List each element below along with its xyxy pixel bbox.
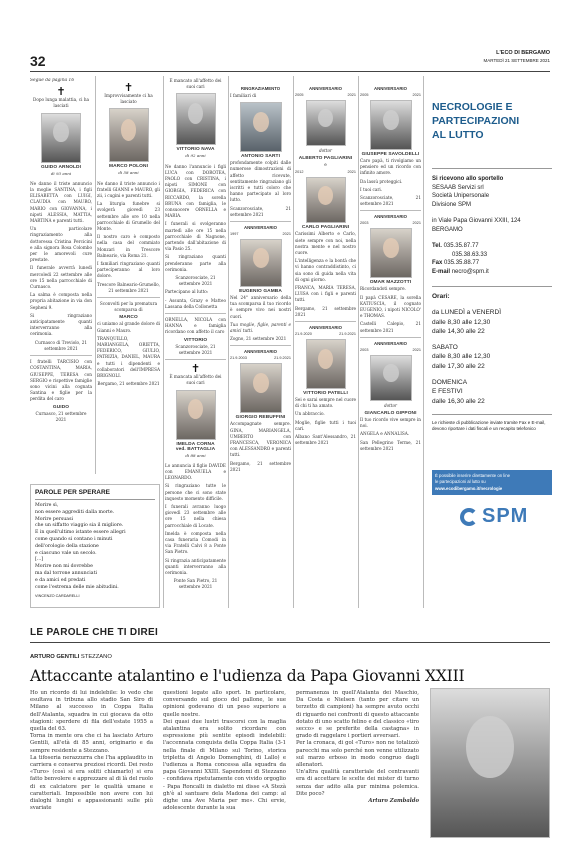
deceased-age: di 88 anni xyxy=(185,452,206,458)
obituary-text: I familiari ringraziano quanti parteciperanno al loro dolore. xyxy=(97,261,160,279)
portrait-photo xyxy=(306,100,346,146)
obituary-text: Accompagnate sempre. GINA, MARIANGELA, UMBERTO con FRANCESCA, VERONICA con ALESSANDRO e parenti tutti. xyxy=(230,421,291,458)
poem-line: come l'estrema delle mie abitudini. xyxy=(35,584,119,590)
obituary-text: - Assunta, Grazy e Matteo Lassana della Collonetta xyxy=(165,297,226,309)
publication-name: L'ECO DI BERGAMO xyxy=(496,50,550,56)
author-place: STEZZANO xyxy=(80,654,112,660)
obituary-intro: Improvvisamente ci ha lasciato xyxy=(104,93,153,105)
year-start: 2003 xyxy=(360,347,369,352)
years-row xyxy=(360,348,421,352)
portrait-photo xyxy=(370,100,412,150)
deceased-name: VITTORIO xyxy=(183,337,208,343)
article-col-2 xyxy=(163,690,286,842)
necrologie-title-3: AL LUTTO xyxy=(432,129,484,141)
deceased-name: GUIDO ARNOLDI xyxy=(40,164,82,170)
poem-line: Morire non mi dovrebbe xyxy=(35,564,93,570)
article-paragraph: Torna in mente ora che ci ha lasciato Arturo Gentili, all'età di 85 anni, originario e da sempre residente a Stezzano. xyxy=(30,733,153,754)
poem-line: Morire sì, xyxy=(35,503,59,508)
deceased-name: EUGENIO GAMBA xyxy=(239,289,282,295)
years-row xyxy=(230,356,291,360)
email-row xyxy=(432,268,552,277)
company-line: Divisione SPM xyxy=(432,201,472,208)
obituary-text: La liturgia funebre si svolgerà giovedì 23 settembre alle ore 10 nella parrocchiale di Grumello del Monte. xyxy=(97,201,160,232)
deceased-name: GIUSEPPE SAVOLDELLI xyxy=(361,152,420,157)
year-start: 1997 xyxy=(230,232,239,237)
page-number: 32 xyxy=(30,53,46,69)
obituary-text: I funerali avranno luogo giovedì 23 settembre alle ore 15 nella chiesa parrocchiale di Locate. xyxy=(165,503,226,528)
anniversari-pagliarini-patelli xyxy=(295,86,356,608)
author-name: ARTURO GENTILI xyxy=(30,654,80,660)
column-divider xyxy=(423,76,424,608)
poem-line: non essere aggrediti dalla morte. xyxy=(35,509,115,515)
deceased-age: di 58 anni xyxy=(118,170,139,176)
obituary-text: Si ringraziano tutte le persone che ci sono state inquesto momento difficile. xyxy=(165,483,226,501)
online-text: le partecipazioni al lutto su xyxy=(435,479,486,485)
year-end: 2021 xyxy=(412,347,421,352)
poem-author: VINCENZO CARDARELLI xyxy=(35,594,80,599)
obituary-intro: Dopo lunga malattia, ci ha lasciati xyxy=(32,97,90,109)
section-head: ANNIVERSARIO xyxy=(374,214,407,220)
hours-line: dalle 16,30 alle 22 xyxy=(432,397,485,405)
publication-date: MARTEDÌ 21 SETTEMBRE 2021 xyxy=(483,58,550,63)
portrait-photo xyxy=(176,390,216,440)
article-paragraph: Dei quasi due lustri trascorsi con la maglia atalantina era solito ricordare con espressione più sentite episodi indelebili: l'accennata conquista della Coppa Italia (3-1 nella finale di Milano sul Torino, storica tripletta di Angelo Domenghini, di Lallo) e l'udienza a Roma concessa alla squadra da papa Giovanni XXIII. Sapendomi di Stezzano - confidava ripetutamente con vivido orgoglio - Papa Roncalli in dialetto mi disse «A Stezà gh'è al santuare dela Madona dei camp: al dighe una Ave Maria per me». Chi ervie, adolescente durante la sua xyxy=(163,718,286,812)
obituary-arnoldi xyxy=(30,78,92,474)
obituary-text: Caro papà, ti rivolgiamo un pensiero ed un ricordo con infinito amore. xyxy=(360,158,421,176)
address-city: BERGAMO xyxy=(432,226,463,233)
obituary-text: Ne danno il triste annuncio i fratelli GIANNI e MAURO, gli zii, i cugini e parenti tutti. xyxy=(97,180,160,199)
obituary-nava-corna xyxy=(165,78,226,608)
deceased-name: ANTONIO SARTI xyxy=(240,154,281,160)
deceased-age: di 93 anni xyxy=(50,170,72,176)
portrait-photo xyxy=(240,239,282,287)
poem-line: e ciascuno vale un secolo. xyxy=(35,550,97,556)
article-paragraph: Un'altra qualità caratteriale del centravanti era di accettare le scelte dei mister di turno senza dar adito alla pur minima polemica. Dite poco? xyxy=(296,769,419,797)
necrologie-panel xyxy=(432,100,552,528)
obituary-text: La salma è composta nella propria abitazione in via don Sepheni 9. xyxy=(30,292,92,310)
divider xyxy=(165,313,226,314)
year-end: 2021 xyxy=(347,170,356,175)
deceased-name: CARLO PAGLIARINI xyxy=(301,225,350,231)
portrait-photo xyxy=(176,93,216,145)
phone-number[interactable]: 035.35.87.77 xyxy=(443,243,479,249)
obituary-text: Il papà CESARE, la sorella KATIUSCIA, il cognato EUGENIO, i nipoti NICOLO' e THOMAS. xyxy=(360,294,421,319)
year-end: 21.9.2021 xyxy=(274,356,291,361)
hours-line: E FESTIVI xyxy=(432,388,463,396)
hours-line: dalle 8,30 alle 12,30 xyxy=(432,318,491,326)
obituary-text: Si ringrazia anticipatamente quanti interverranno alla cerimonia. xyxy=(165,557,226,575)
poem-line: dell'orologio della stazione xyxy=(35,543,99,549)
tel-label: Tel. xyxy=(432,243,442,249)
obituary-intro: È mancata all'affetto dei suoi cari xyxy=(169,374,222,386)
online-url[interactable]: www.ecodibergamo.it/necrologie xyxy=(435,485,503,491)
poem-box xyxy=(30,484,160,608)
article-headline: Attaccante atalantino e l'udienza da Papa Giovanni XXIII xyxy=(30,667,465,685)
deceased-age: di 92 anni xyxy=(185,153,206,159)
divider xyxy=(432,168,552,169)
divider xyxy=(295,321,356,322)
year-end: 2021 xyxy=(412,221,421,226)
obituary-text: Il tuo ricordo vive sempre in noi. xyxy=(360,417,421,429)
section-head: ANNIVERSARIO xyxy=(374,340,407,346)
divider xyxy=(230,345,291,346)
article-paragraph: Per la cronaca, di gol «Turo» non ne totalizzò parecchi ma solo perché non venne utilizzato sul marzo erboso in modo congruo dagli allenatori. xyxy=(296,740,419,769)
cross-icon: ✝ xyxy=(123,82,134,94)
obituary-text: I funerali si svolgeranno martedì alle ore 15 nella parrocchiale di Nagnone, partendo dall'abitazione di via Pasio 25. xyxy=(165,221,226,252)
section-head: ANNIVERSARIO xyxy=(374,86,407,91)
obituary-place: Bergamo, 21 settembre 2021 xyxy=(295,305,356,317)
year-start: 2005 xyxy=(295,93,304,97)
obituary-text: Sei e sarai sempre nel cuore di chi ti ha amato. xyxy=(295,397,356,409)
obituary-text: Da lassù proteggici. xyxy=(360,178,403,184)
obituary-text: Tua moglie, figlie, parenti e amici tutti. xyxy=(230,321,291,334)
year-end: 2021 xyxy=(412,93,421,97)
anniversari-savoldelli-mazzotti-gipponi xyxy=(360,86,421,608)
obituary-text: Ricordandoti sempre. xyxy=(360,286,406,292)
portrait-photo xyxy=(306,339,346,389)
obituary-poloni xyxy=(97,82,160,474)
divider xyxy=(165,359,226,360)
year-end: 2021 xyxy=(347,93,356,97)
company-line: Società Unipersonale xyxy=(432,193,490,199)
email-label: E-mail xyxy=(432,268,451,275)
obituary-text: Si ringraziano quanti prenderanno parte alla cerimonia. xyxy=(165,254,226,272)
fiscal-note: Le richieste di pubblicazione inviate tramite Fax e E-mail, devono riportare i dati fiscali e un recapito telefonico xyxy=(432,419,546,432)
column-divider xyxy=(163,76,164,608)
portrait-photo xyxy=(240,102,282,152)
article-paragraph: La tifoseria nerazzurra che l'ha applaudito in carriera e conserva preziosi ricordi. Dei resto «Turo» (così si era soliti chiamarlo) si era fatto benvolere e apprezzare al di là del ruolo di ex calciatore per le qualità umane e caratteriali. Impossibile non avere con lui dialoghi lunghi e appassionanti sulle più svariate xyxy=(30,754,153,812)
column-divider xyxy=(228,76,229,608)
article-photo xyxy=(430,688,550,838)
obituary-text: Partecipano al lutto: xyxy=(165,289,209,295)
obituary-text: TRANQUILLO, MARIANGELA, ORIETTA, FEDERICO, GIULIO, PATRIZIA, DANIEL, MAURA e tutti i dipendenti e collaboratori dell'IMPRESA BRIGNOLI. xyxy=(97,335,160,379)
portrait-photo xyxy=(370,228,412,278)
year-start: 2003 xyxy=(360,221,369,226)
obituary-text: I tuoi cari. xyxy=(360,186,383,192)
divider xyxy=(230,221,291,222)
article-col-3 xyxy=(296,690,419,842)
deceased-name: GIANCARLO GIPPONI xyxy=(364,411,417,417)
section-title: LE PAROLE CHE TI DIREI xyxy=(30,627,159,638)
deceased-name: ALBERTO PAGLIARINI xyxy=(298,156,353,162)
obituary-text: Il funerale avverrà lunedì mercoledì 22 settembre alle ore 15 nella parrocchiale di Curnasco. xyxy=(30,265,92,290)
obituary-text: Lo annuncia il figlio DAVIDE con EMANUELA e LEONARDO. xyxy=(165,462,226,481)
column-divider xyxy=(95,76,96,474)
obituary-place: Ponte San Pietro, 21 settembre 2021 xyxy=(173,578,218,590)
deceased-name: VITTORIO NAVA xyxy=(176,147,215,153)
hours-line: SABATO xyxy=(432,344,458,352)
fax-number[interactable]: 035.35.88.77 xyxy=(444,260,480,266)
obituary-place: Bergamo, 21 settembre 2021 xyxy=(230,460,291,472)
cross-icon: ✝ xyxy=(56,85,66,99)
year-start: 21.9.2020 xyxy=(295,332,312,337)
obituary-text: Un abbraccio. xyxy=(295,411,325,417)
section-head: ANNIVERSARIO xyxy=(309,325,342,331)
obituary-text: FRANCA, MARIA TERESA, LUISA con i figli e parenti tutti. xyxy=(295,285,356,303)
years-row xyxy=(295,93,356,97)
spm-logo xyxy=(460,505,552,528)
year-end: 2021 xyxy=(282,232,291,237)
obituary-place: Scanzorosciate, 21 settembre 2021 xyxy=(175,343,216,355)
deceased-name: VITTORIO PATELLI xyxy=(303,391,348,397)
company-line: SESAAB Servizi srl xyxy=(432,184,484,191)
years-row xyxy=(230,232,291,236)
poem-line: come quando si contano i minuti xyxy=(35,536,113,542)
obituary-text: Si ringraziano anticipatamente quanti interverranno alla cerimonia. xyxy=(30,312,92,337)
divider xyxy=(360,337,421,338)
poem-line: ma dal torrone annunciati xyxy=(35,570,97,576)
obituary-text: Moglie, figlie tutti i tuoi cari. xyxy=(295,419,356,431)
deceased-name: MARCO xyxy=(119,315,138,321)
article-paragraph: questioni legate allo sport. In particolare, conversando sul gioco del pallone, le sue opinioni godevano di un peso superiore a quelle nostre. xyxy=(163,690,286,718)
portrait-photo xyxy=(306,177,346,223)
hours-line: dalle 17,30 alle 22 xyxy=(432,362,485,370)
year-start: 2005 xyxy=(360,93,369,97)
header-rule xyxy=(30,71,550,72)
divider xyxy=(30,355,92,356)
deceased-name-married: ved. BATTAGLIA xyxy=(175,446,216,452)
divider xyxy=(360,210,421,211)
article-col-1 xyxy=(30,690,153,842)
obituary-place: Curnasco, 21 settembre 2021 xyxy=(35,410,87,422)
poem-line: [...] xyxy=(35,557,44,563)
poem-text xyxy=(35,503,155,591)
online-text: È possibile inserire direttamente on line xyxy=(435,472,510,478)
address-line: in Viale Papa Giovanni XXIII, 124 xyxy=(432,218,521,224)
cross-icon: ✝ xyxy=(190,362,201,376)
obituary-text: I fratelli TARCISIO con COSTANTINA, MARIA, GIUSEPPE, TERESA con SERGIO e rispettive famiglie sono vicini alla cognata Santina e figlie per la perdita del caro xyxy=(30,359,92,402)
obituary-text: L'intelligenza e la bontà che vi hanno contraddistinto, ci sia sono di guida nella vita di ogni giorno. xyxy=(295,258,356,282)
hours-label: Orari: xyxy=(432,293,450,300)
section-rule xyxy=(30,642,550,643)
year-end: 21.9.2021 xyxy=(339,332,356,337)
divider xyxy=(97,297,160,298)
obituary-text: profondamente colpiti dalle numerose dimostrazioni di affetto ricevute, sentitamente ringraziano gli iscritti e tutti coloro che hanno partecipato al loro lutto. xyxy=(230,160,291,203)
portrait-photo xyxy=(109,108,149,162)
email-link[interactable]: necro@spm.it xyxy=(451,268,489,275)
year-start: 2012 xyxy=(295,170,304,175)
portrait-photo xyxy=(370,355,412,401)
column-divider xyxy=(293,76,294,608)
poem-line: che un siffatto viaggio sia il migliore. xyxy=(35,523,124,529)
obituary-text: Carissimi Alberto e Carlo, siete sempre con noi, nella nostra mente e nel nostro cuore. xyxy=(295,231,356,256)
poem-line: Morire persuasi xyxy=(35,516,74,522)
receive-label: Si ricevono allo sportello xyxy=(432,176,504,182)
obituary-text: Sconvolti per la prematura scomparsa di xyxy=(99,301,158,313)
years-row xyxy=(360,221,421,225)
obituary-place: Bergamo, 21 settembre 2021 xyxy=(97,381,160,387)
section-head: ANNIVERSARIO xyxy=(244,225,277,231)
hours-line: DOMENICA xyxy=(432,379,468,387)
obituary-text: Imelda è composta nella casa funeraria Comodi in via Fratelli Calvi 8 a Ponte San Pietro. xyxy=(165,530,226,555)
obituary-place: Scanzorosciate, 21 settembre 2021 xyxy=(360,195,421,207)
deceased-name: MARCO POLONI xyxy=(108,164,149,170)
years-row xyxy=(360,93,421,97)
obituary-text: Nel 24° anniversario della tua scomparsa il tuo ricordo è sempre vivo nei nostri cuori. xyxy=(230,295,291,319)
obituary-intro: I familiari di xyxy=(230,93,257,98)
online-banner[interactable] xyxy=(432,470,552,496)
deceased-name: OMAR MAZZOTTI xyxy=(369,280,412,286)
divider xyxy=(432,414,552,415)
obituary-text: ORNELLA, NICOLA con HANNA e famiglia ricordano con affetto il caro xyxy=(165,317,226,335)
hours-line: dalle 14,30 alle 22 xyxy=(432,327,485,335)
portrait-photo xyxy=(41,113,81,163)
poem-line: e da amici ed predati xyxy=(35,577,86,583)
obituary-intro: È mancato all'affetto dei suoi cari xyxy=(169,78,222,90)
obituary-place: Scanzorosciate, 21 settembre 2021 xyxy=(230,205,291,217)
title-label: dottor xyxy=(383,402,398,408)
article-paragraph: permanenza in quell'Atalanta dei Maschio, Da Costa e Nielsen (tanto per citare un terzetto di campioni) ha sempre avuto occhi di riguardo nei confronti di questo attaccante dotato di uno scatto felino e del classico «tiro secco» e se preferite della castagna» in grado di raggelare i portieri avversari. xyxy=(296,690,419,740)
obituary-text: Ne danno l'annuncio i figli LUCA con DOROTEA, PAOLO con CRISTINA, i nipoti SIMONE con GIORGIA, FEDERICA con RICCARDO, la sorella BRUNA con famiglia, le consuocere ORNELLA e MARIA. xyxy=(165,163,226,219)
portrait-photo xyxy=(240,363,282,413)
obituary-text: ANGELA e ANNALISA. xyxy=(360,431,410,437)
deceased-name: GUIDO xyxy=(52,404,70,410)
fax-label: Fax xyxy=(432,260,443,266)
obituary-place: San Pellegrino Terme, 21 settembre 2021 xyxy=(360,439,421,451)
obituary-text: Ne danno il triste annuncio la moglie SANTINA, i figli ELISABETTA con LUIGI, CLAUDIA con MAURO, MARIO con GIOVANNA, i nipoti ALESSIA, MATTIA, MARTINA e parenti tutti. xyxy=(30,180,92,224)
fax-row xyxy=(432,259,552,268)
poem-line: E in quell'ultimo istante essere allegri xyxy=(35,530,126,536)
ringraziamento-anniversari xyxy=(230,86,291,608)
hours-line: da LUNEDÌ a VENERDÌ xyxy=(432,309,501,317)
poem-title: PAROLE PER SPERARE xyxy=(35,489,155,500)
article-signature: Arturo Zambaldo xyxy=(368,798,419,805)
hours-line: dalle 8,30 alle 12,30 xyxy=(432,353,491,361)
spm-logo-text: SPM xyxy=(482,505,529,528)
divider xyxy=(432,286,552,287)
years-row xyxy=(295,170,356,174)
article-paragraph: Ho un ricordo di lui indelebile: lo vedo che esultava in tribuna allo stadio San Siro di Milano al successo in Coppa Italia dell'Atalanta, squadra in cui giocava da otto stagioni: sperdere di fila dell'estate 1955 a quella del 63. xyxy=(30,690,153,733)
phone-row xyxy=(432,242,552,251)
obituary-text: Il nostro caro è composto nella casa del commiato Monzari in Trescore Balneario, via Roma 21. xyxy=(97,234,160,258)
necrologie-title-1: NECROLOGIE E xyxy=(432,101,513,113)
obituary-place: Albano Sant'Alessandro, 21 settembre 2021 xyxy=(295,434,356,446)
obituary-text: ci uniamo al grande dolore di Gianni e Mauro. xyxy=(97,321,160,333)
obituary-place: Zogno, 21 settembre 2021 xyxy=(230,336,287,342)
column-divider xyxy=(358,76,359,608)
year-start: 21.9.2003 xyxy=(230,356,247,361)
obituary-place: Trescore Balneario-Grumello, 21 settembre 2021 xyxy=(97,281,160,293)
years-row xyxy=(295,332,356,336)
deceased-name: IMELDA CORNA xyxy=(176,441,215,447)
conjunction: e xyxy=(324,162,327,168)
obituary-text: Un particolare ringraziamento alla dottoressa Cristina Percicini e alla signora Rosa Colombo per le amorevoli cure prestate. xyxy=(30,226,92,263)
section-head: ANNIVERSARIO xyxy=(244,349,277,355)
title-label: dottor xyxy=(318,148,333,153)
spm-swoosh-icon xyxy=(460,508,478,526)
article-author xyxy=(30,654,112,660)
obituary-place: Curnasco di Treviolo, 21 settembre 2021 xyxy=(34,339,88,351)
obituary-place: Castelli Calepio, 21 settembre 2021 xyxy=(360,321,421,333)
phone-number-2[interactable]: 035.38.63.33 xyxy=(452,251,488,258)
necrologie-title-2: PARTECIPAZIONI xyxy=(432,115,520,127)
deceased-name: GIORGIO REBUFFINI xyxy=(235,415,286,421)
continuation-note: Segue da pagina 16 xyxy=(30,78,75,83)
section-head: RINGRAZIAMENTO xyxy=(240,86,281,91)
obituary-place: Scanzorosciate, 21 settembre 2021 xyxy=(175,275,216,287)
section-head: ANNIVERSARIO xyxy=(309,86,342,91)
